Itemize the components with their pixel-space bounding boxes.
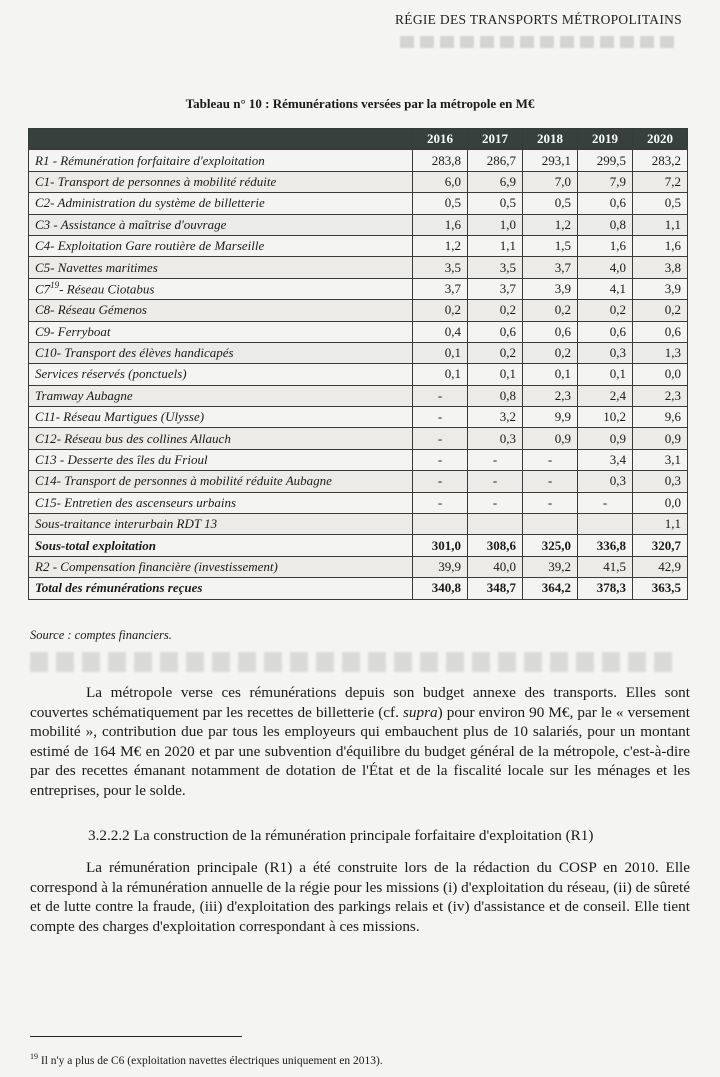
year-header: 2016 (413, 129, 468, 150)
value-cell: 6,9 (468, 171, 523, 192)
value-cell: 301,0 (413, 535, 468, 556)
value-cell: 0,5 (523, 193, 578, 214)
value-cell: 1,2 (523, 214, 578, 235)
row-label-text: C9- Ferryboat (35, 323, 111, 339)
table-row (29, 385, 688, 406)
bleed-through-text (400, 36, 680, 48)
value-cell: 0,9 (523, 428, 578, 449)
row-label-text: C7 (35, 281, 51, 297)
value-cell: 0,6 (578, 193, 633, 214)
value-cell: - (413, 385, 468, 406)
value-cell: 1,3 (633, 342, 688, 363)
running-header: RÉGIE DES TRANSPORTS MÉTROPOLITAINS (394, 12, 682, 27)
value-cell: 2,3 (633, 385, 688, 406)
table-row (29, 578, 688, 599)
value-cell (578, 514, 633, 535)
value-cell: 7,0 (523, 171, 578, 192)
value-cell: 3,5 (468, 257, 523, 278)
value-cell: - (523, 471, 578, 492)
paragraph-emphasis: supra (402, 703, 438, 721)
table-row (29, 364, 688, 385)
table-row (29, 150, 688, 171)
value-cell: 1,5 (523, 235, 578, 256)
value-cell: 1,6 (413, 214, 468, 235)
table-row (29, 235, 688, 256)
value-cell: 1,1 (633, 514, 688, 535)
value-cell: 325,0 (523, 535, 578, 556)
value-cell: 3,9 (523, 278, 578, 299)
table-row (29, 492, 688, 513)
value-cell: 10,2 (578, 407, 633, 428)
year-header: 2019 (578, 129, 633, 150)
row-label-text: C3 - Assistance à maîtrise d'ouvrage (35, 216, 227, 232)
row-label-text: C8- Réseau Gémenos (35, 302, 147, 318)
value-cell: 0,8 (468, 385, 523, 406)
value-cell: 7,2 (633, 171, 688, 192)
table-body (29, 150, 688, 599)
row-label-text: Total des rémunérations reçues (35, 580, 203, 596)
value-cell: 9,9 (523, 407, 578, 428)
value-cell: 0,3 (578, 342, 633, 363)
value-cell: 39,9 (413, 556, 468, 577)
value-cell: 3,5 (413, 257, 468, 278)
row-label (29, 278, 413, 299)
value-cell: 2,4 (578, 385, 633, 406)
value-cell: 1,1 (468, 235, 523, 256)
value-cell: 336,8 (578, 535, 633, 556)
row-label-text: C5- Navettes maritimes (35, 259, 158, 275)
table-row (29, 257, 688, 278)
row-label (29, 578, 413, 599)
footnote-separator (30, 1036, 242, 1037)
value-cell: 0,5 (468, 193, 523, 214)
value-cell (468, 514, 523, 535)
value-cell: 1,1 (633, 214, 688, 235)
row-label-text: Tramway Aubagne (35, 387, 133, 403)
table-row (29, 214, 688, 235)
table-row (29, 428, 688, 449)
value-cell: 283,8 (413, 150, 468, 171)
value-cell: 3,1 (633, 449, 688, 470)
value-cell: 1,6 (578, 235, 633, 256)
table-row (29, 193, 688, 214)
row-label (29, 193, 413, 214)
paragraph-funding (30, 683, 690, 801)
paragraph-text: La métropole verse ces rémunérations depuis son budget annexe des transports. Elles sont couvertes schématiquement par les recettes de billetterie (cf. (30, 684, 690, 721)
value-cell: 0,2 (523, 342, 578, 363)
value-cell: 0,3 (468, 428, 523, 449)
row-label (29, 492, 413, 513)
row-label (29, 257, 413, 278)
value-cell: 0,2 (523, 300, 578, 321)
value-cell: 0,4 (413, 321, 468, 342)
table-row (29, 514, 688, 535)
value-cell: - (523, 492, 578, 513)
value-cell: - (468, 449, 523, 470)
value-cell: - (413, 428, 468, 449)
value-cell: 39,2 (523, 556, 578, 577)
value-cell: - (413, 449, 468, 470)
row-label (29, 556, 413, 577)
table-row (29, 556, 688, 577)
value-cell: 0,9 (578, 428, 633, 449)
value-cell: 0,5 (413, 193, 468, 214)
value-cell: 293,1 (523, 150, 578, 171)
value-cell: 348,7 (468, 578, 523, 599)
row-label (29, 171, 413, 192)
value-cell: 4,1 (578, 278, 633, 299)
value-cell: - (413, 492, 468, 513)
row-label (29, 514, 413, 535)
value-cell: 0,9 (633, 428, 688, 449)
section-heading: 3.2.2.2 La construction de la rémunération principale forfaitaire d'exploitation (R1) (88, 827, 594, 844)
value-cell: 7,9 (578, 171, 633, 192)
value-cell: 308,6 (468, 535, 523, 556)
paragraph-r1: La rémunération principale (R1) a été construite lors de la rédaction du COSP en 2010. Elle correspond à la rémunération annuelle de la régie pour les missions (i) d'exploitation du réseau, (ii) de sûreté et de lutte contre la fraude, (iii) d'exploitation des parkings relais et (iv) d'assistance et de conseil. Elle tient compte des charges d'exploitation correspondant à ces missions. (30, 859, 690, 935)
row-label-text: C12- Réseau bus des collines Allauch (35, 430, 231, 446)
value-cell: 378,3 (578, 578, 633, 599)
value-cell: 0,2 (468, 300, 523, 321)
value-cell: 42,9 (633, 556, 688, 577)
value-cell: 3,9 (633, 278, 688, 299)
value-cell: 3,7 (468, 278, 523, 299)
row-label (29, 150, 413, 171)
table-header-row (29, 129, 688, 150)
value-cell: 0,6 (468, 321, 523, 342)
value-cell: 3,2 (468, 407, 523, 428)
value-cell: 363,5 (633, 578, 688, 599)
row-label-text: C11- Réseau Martigues (Ulysse) (35, 409, 205, 425)
value-cell: - (468, 471, 523, 492)
value-cell: 286,7 (468, 150, 523, 171)
value-cell: 0,2 (413, 300, 468, 321)
value-cell: 3,7 (413, 278, 468, 299)
table-row (29, 535, 688, 556)
row-label-text: Sous-total exploitation (35, 537, 156, 553)
value-cell: 364,2 (523, 578, 578, 599)
value-cell: 1,6 (633, 235, 688, 256)
value-cell: 320,7 (633, 535, 688, 556)
row-label (29, 214, 413, 235)
table-row (29, 300, 688, 321)
row-label (29, 364, 413, 385)
value-cell: 0,6 (578, 321, 633, 342)
value-cell: 0,2 (578, 300, 633, 321)
header-blank-cell (29, 129, 413, 150)
value-cell: - (468, 492, 523, 513)
row-label (29, 321, 413, 342)
year-header: 2018 (523, 129, 578, 150)
value-cell: 0,8 (578, 214, 633, 235)
value-cell: 9,6 (633, 407, 688, 428)
value-cell (413, 514, 468, 535)
row-label (29, 535, 413, 556)
table-row (29, 171, 688, 192)
value-cell: 299,5 (578, 150, 633, 171)
row-label-text: C14- Transport de personnes à mobilité réduite Aubagne (35, 473, 332, 489)
value-cell: 0,0 (633, 492, 688, 513)
value-cell: 3,8 (633, 257, 688, 278)
row-label-text: Services réservés (ponctuels) (35, 366, 187, 382)
remuneration-table (28, 128, 688, 600)
value-cell: 0,0 (633, 364, 688, 385)
row-label (29, 471, 413, 492)
table-row (29, 278, 688, 299)
year-header: 2020 (633, 129, 688, 150)
value-cell: 4,0 (578, 257, 633, 278)
footnote-marker: 19 (30, 1052, 38, 1061)
value-cell: 41,5 (578, 556, 633, 577)
value-cell (523, 514, 578, 535)
row-label-text: C13 - Desserte des îles du Frioul (35, 452, 208, 468)
value-cell: 283,2 (633, 150, 688, 171)
row-label-text: - Réseau Ciotabus (59, 281, 155, 297)
value-cell: 2,3 (523, 385, 578, 406)
bleed-through-text (30, 652, 680, 672)
value-cell: 0,3 (578, 471, 633, 492)
value-cell: - (413, 407, 468, 428)
value-cell: 0,1 (413, 364, 468, 385)
value-cell: 3,7 (523, 257, 578, 278)
value-cell: 0,1 (468, 364, 523, 385)
row-label-text: Sous-traitance interurbain RDT 13 (35, 516, 218, 532)
footnote-reference: 19 (50, 280, 60, 291)
value-cell: 0,1 (413, 342, 468, 363)
value-cell: 40,0 (468, 556, 523, 577)
value-cell: 3,4 (578, 449, 633, 470)
row-label-text: R2 - Compensation financière (investissement) (35, 559, 278, 574)
footnote-text: Il n'y a plus de C6 (exploitation navettes électriques uniquement en 2013). (38, 1054, 383, 1067)
year-header: 2017 (468, 129, 523, 150)
value-cell: 0,6 (633, 321, 688, 342)
row-label-text: R1 - Rémunération forfaitaire d'exploitation (35, 152, 265, 168)
table-source: Source : comptes financiers. (30, 628, 172, 642)
table-title: Tableau n° 10 : Rémunérations versées par la métropole en M€ (185, 96, 535, 111)
table-row (29, 471, 688, 492)
table-row (29, 342, 688, 363)
row-label-text: C4- Exploitation Gare routière de Marseille (35, 238, 265, 254)
value-cell: - (523, 449, 578, 470)
value-cell: 0,2 (633, 300, 688, 321)
value-cell: - (578, 492, 633, 513)
value-cell: 340,8 (413, 578, 468, 599)
value-cell: 1,0 (468, 214, 523, 235)
row-label-text: C1- Transport de personnes à mobilité réduite (35, 173, 277, 189)
row-label (29, 300, 413, 321)
value-cell: - (413, 471, 468, 492)
row-label-text: C10- Transport des élèves handicapés (35, 345, 234, 361)
row-label-text: C15- Entretien des ascenseurs urbains (35, 494, 236, 510)
value-cell: 6,0 (413, 171, 468, 192)
row-label-text: C2- Administration du système de billetterie (35, 195, 265, 211)
table-row (29, 449, 688, 470)
row-label (29, 235, 413, 256)
row-label (29, 385, 413, 406)
row-label (29, 342, 413, 363)
value-cell: 0,1 (523, 364, 578, 385)
row-label (29, 428, 413, 449)
value-cell: 0,5 (633, 193, 688, 214)
value-cell: 0,6 (523, 321, 578, 342)
value-cell: 0,2 (468, 342, 523, 363)
paragraph-text: ) pour environ 90 M€, par le « versement mobilité », contribution due par tous les employeurs qui embauchent plus de 10 salariés, pour un montant estimé de 164 M€ en 2020 et par une subvention d'équilibre du budget général de la métropole, c'est-à-dire par des recettes émanant notamment de dotation de l'État et de la fiscalité locale sur les ménages et les entreprises, pour le solde. (30, 703, 690, 799)
row-label (29, 449, 413, 470)
value-cell: 0,3 (633, 471, 688, 492)
value-cell: 1,2 (413, 235, 468, 256)
table-row (29, 407, 688, 428)
row-label (29, 407, 413, 428)
table-row (29, 321, 688, 342)
footnote (30, 1052, 383, 1067)
value-cell: 0,1 (578, 364, 633, 385)
